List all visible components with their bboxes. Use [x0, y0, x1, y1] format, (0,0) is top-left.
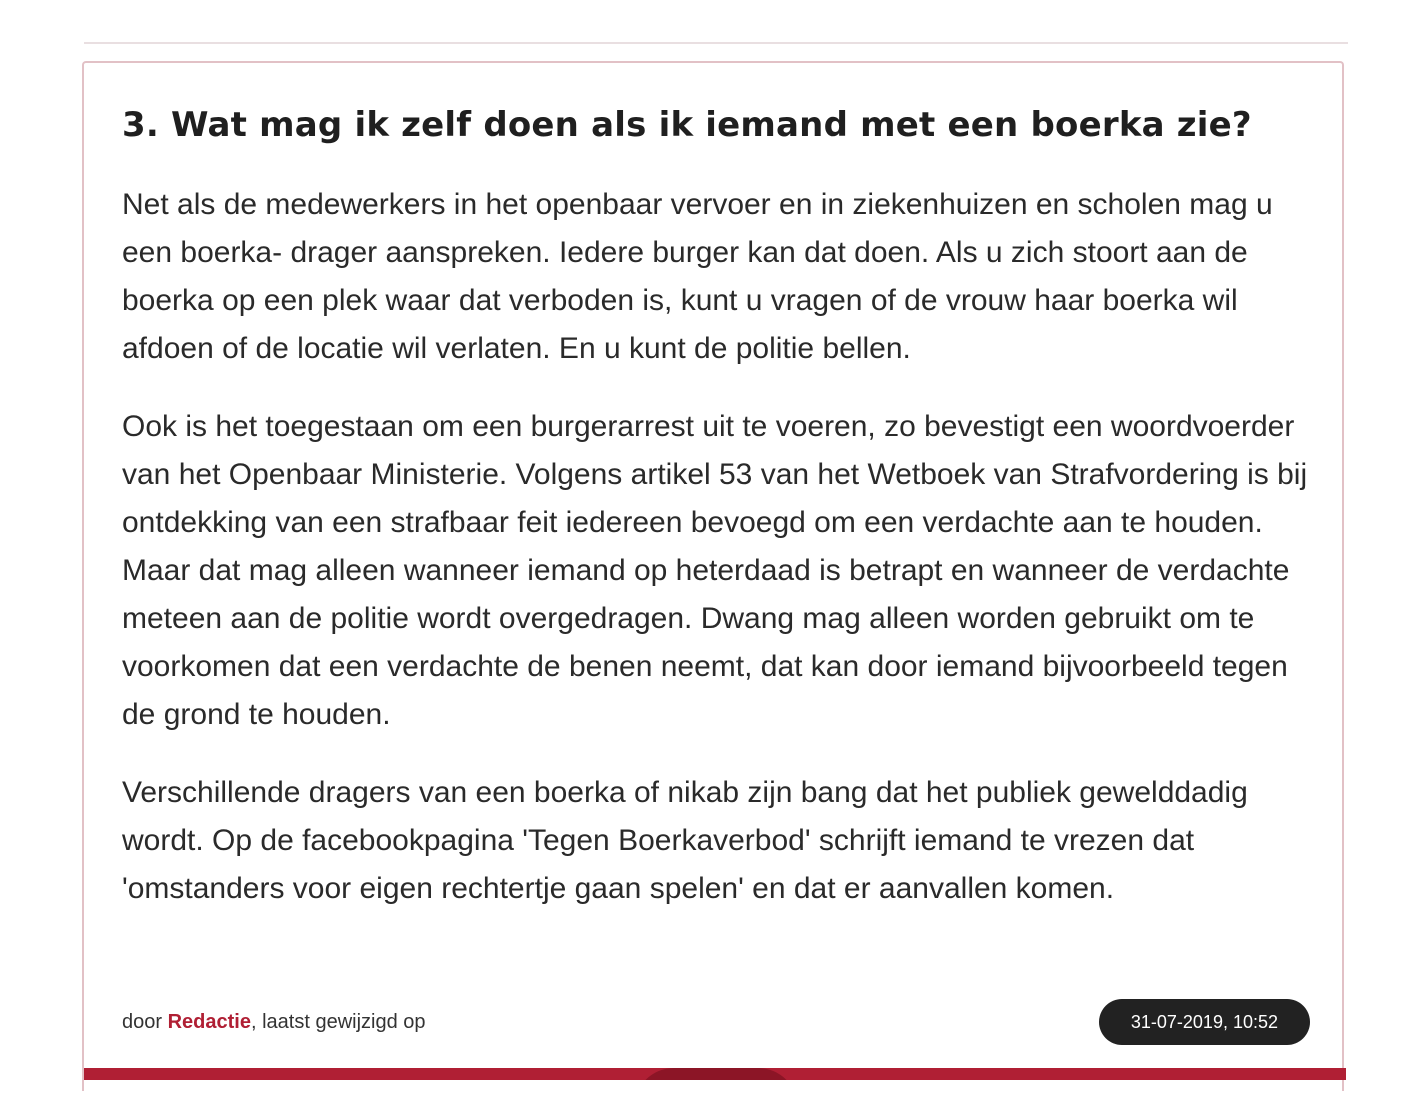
article-card [82, 61, 1344, 1091]
article-paragraph-3: Verschillende dragers van een boerka of nikab zijn bang dat het publiek gewelddadig wordt. Op de facebookpagina 'Tegen Boerkaverbod' schrijft iemand te vrezen dat 'omstanders voor eigen rechtertje gaan spelen' en dat er aanvallen komen. [122, 776, 1248, 905]
article-paragraph-1: Net als de medewerkers in het openbaar vervoer en in ziekenhuizen en scholen mag u een boerka- drager aanspreken. Iedere burger kan dat doen. Als u zich stoort aan de boerka op een plek waar dat verboden is, kunt u vragen of de vrouw haar boerka wil afdoen of de locatie wil verlaten. En u kunt de politie bellen. [122, 188, 1273, 365]
byline-prefix: door [122, 1011, 168, 1033]
top-divider [84, 42, 1348, 44]
article-heading: 3. Wat mag ik zelf doen als ik iemand met een boerka zie? [122, 105, 1252, 145]
bottom-accent-bar [84, 1068, 1346, 1080]
bottom-tab[interactable] [634, 1068, 798, 1080]
byline [122, 1010, 426, 1034]
byline-suffix: , laatst gewijzigd op [250, 1011, 426, 1033]
article-body [122, 181, 1322, 943]
timestamp-badge: 31-07-2019, 10:52 [1099, 999, 1310, 1045]
author-link[interactable]: Redactie [167, 1011, 251, 1033]
article-paragraph-2: Ook is het toegestaan om een burgerarrest uit te voeren, zo bevestigt een woordvoerder van het Openbaar Ministerie. Volgens artikel 53 van het Wetboek van Strafvordering is bij ontdekking van een strafbaar feit iedereen bevoegd om een verdachte aan te houden. Maar dat mag alleen wanneer iemand op heterdaad is betrapt en wanneer de verdachte meteen aan de politie wordt overgedragen. Dwang mag alleen worden gebruikt om te voorkomen dat een verdachte de benen neemt, dat kan door iemand bijvoorbeeld tegen de grond te houden. [122, 410, 1308, 731]
